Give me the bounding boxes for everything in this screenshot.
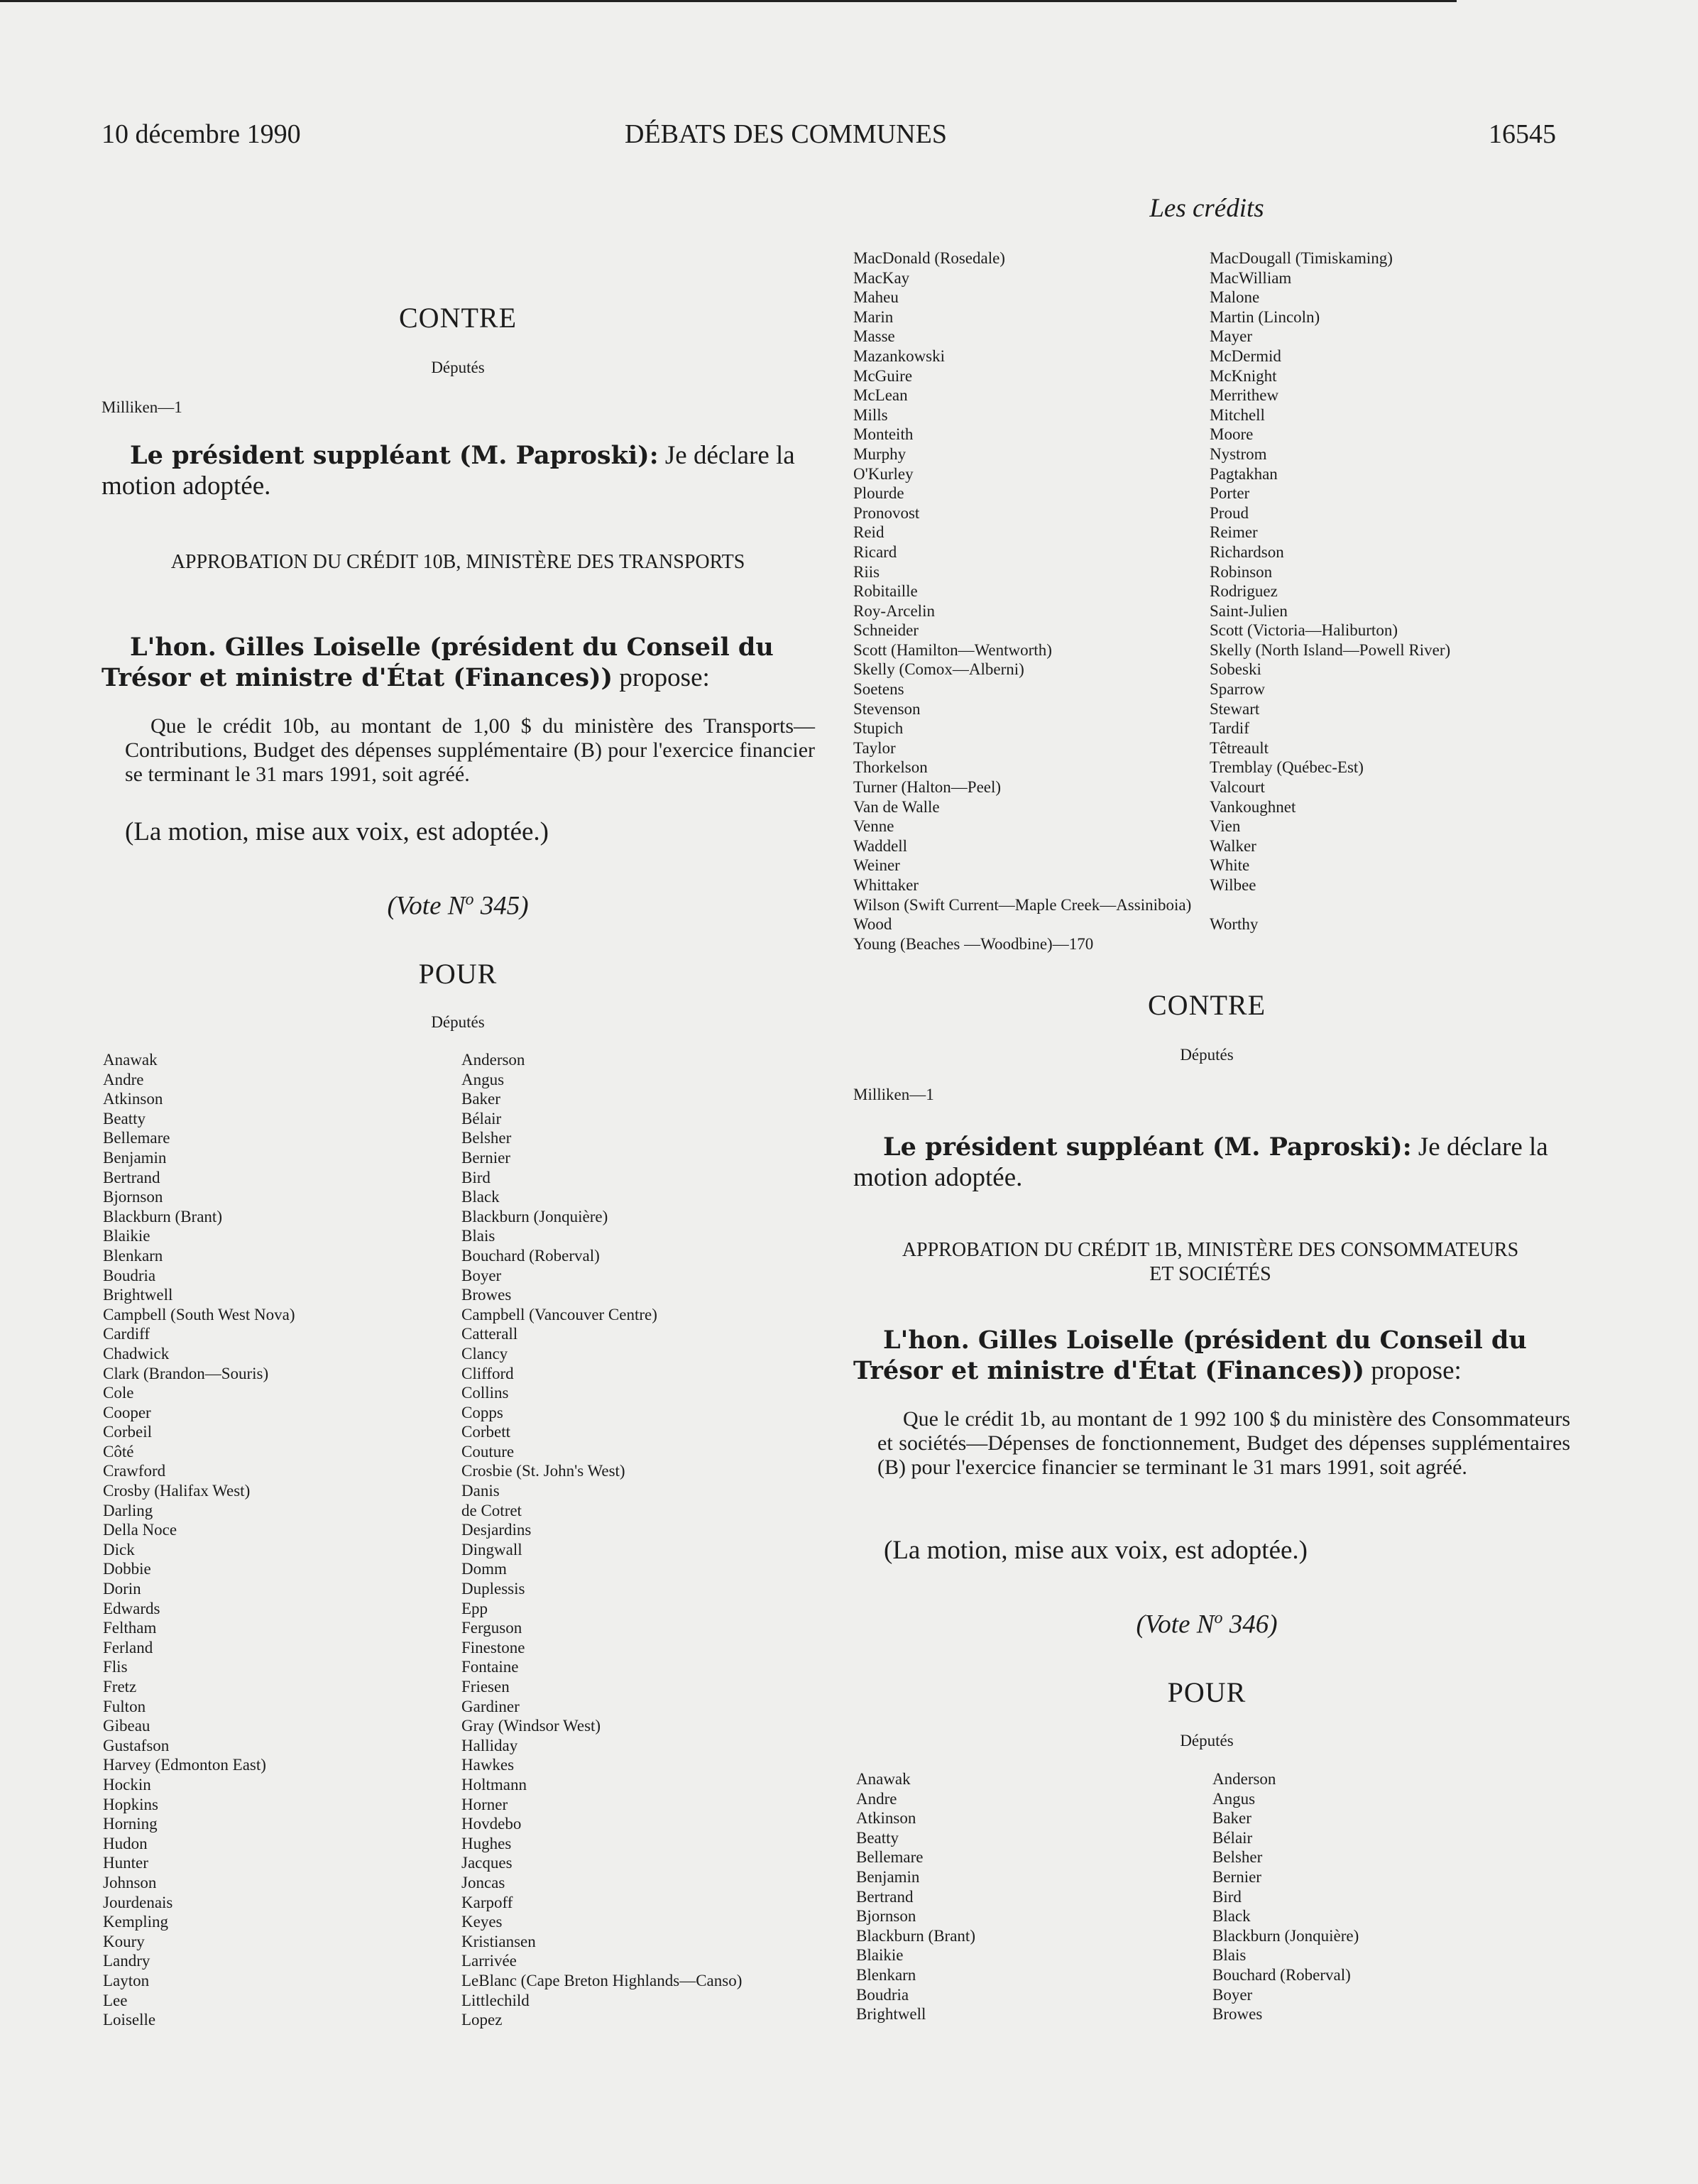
member-name: Bellemare (856, 1848, 924, 1867)
member-name: Blais (1212, 1946, 1247, 1965)
member-name: Horner (461, 1795, 508, 1813)
member-name: Jacques (461, 1854, 513, 1872)
member-name: Blackburn (Jonquière) (1212, 1926, 1359, 1945)
member-name: Schneider (853, 621, 919, 640)
member-name: Layton (103, 1971, 150, 1989)
member-name: Atkinson (856, 1809, 916, 1828)
member-name: Pagtakhan (1210, 464, 1278, 483)
member-name: White (1210, 856, 1250, 875)
member-name: Gray (Windsor West) (461, 1717, 601, 1735)
member-name: Blackburn (Brant) (856, 1926, 975, 1945)
motion-2-quote: Que le crédit 1b, au montant de 1 992 100 $ du ministère des Consommateurs et sociétés—Dépenses de fonctionnement, Budget des dépenses supplémentaires (B) pour l'exercice financier se terminant le 31 mars 1991, soit agréé. (877, 1407, 1570, 1479)
member-name: Soetens (853, 680, 904, 699)
member-name: Mayer (1210, 327, 1253, 346)
member-name: Anawak (856, 1770, 911, 1788)
member-name: Chadwick (103, 1344, 170, 1363)
contre-heading-1: CONTRE (399, 302, 517, 334)
member-name: Blackburn (Brant) (103, 1207, 222, 1225)
member-name: Crosbie (St. John's West) (461, 1462, 625, 1480)
member-name: Baker (1212, 1809, 1251, 1828)
member-name: Scott (Hamilton—Wentworth) (853, 640, 1052, 659)
member-name: Boudria (103, 1266, 156, 1284)
member-name: Landry (103, 1952, 150, 1970)
member-name: Turner (Halton—Peel) (853, 778, 1002, 797)
member-name: Worthy (1210, 915, 1259, 934)
member-name: Hockin (103, 1775, 151, 1793)
member-name: Moore (1210, 425, 1254, 444)
member-name: Cooper (103, 1403, 151, 1421)
member-name: Hopkins (103, 1795, 158, 1813)
pour-1-members-col2 (461, 1050, 742, 2030)
member-name: Benjamin (856, 1867, 920, 1886)
member-name: Roy-Arcelin (853, 601, 935, 620)
member-name: Boyer (461, 1266, 502, 1284)
member-name: Mitchell (1210, 405, 1265, 424)
member-name: McLean (853, 386, 908, 405)
member-name: Mills (853, 405, 888, 424)
pour-2-members-col1 (856, 1769, 975, 2024)
member-name: Côté (103, 1442, 134, 1460)
member-name: Keyes (461, 1913, 503, 1931)
deputes-label-1: Députés (431, 359, 485, 376)
member-name: Corbett (461, 1423, 510, 1441)
deputes-label-3: Députés (1180, 1046, 1234, 1064)
member-name: Waddell (853, 836, 908, 855)
member-name: Wilson (Swift Current—Maple Creek—Assiniboia) (853, 895, 1192, 914)
member-name: Murphy (853, 444, 906, 463)
member-name: MacWilliam (1210, 268, 1292, 287)
pour-heading-2: POUR (1167, 1676, 1247, 1708)
member-name: Marin (853, 307, 894, 326)
member-name: Wood (853, 915, 892, 934)
member-name: Bernier (1212, 1867, 1261, 1886)
member-name: Domm (461, 1560, 507, 1578)
member-name: Finestone (461, 1638, 525, 1656)
member-name: Dick (103, 1540, 135, 1558)
member-name: Mazankowski (853, 346, 946, 365)
member-name: Clancy (461, 1344, 508, 1363)
motion-1-speaker: L'hon. Gilles Loiselle (président du Conseil du Trésor et ministre d'État (Finances)) (102, 633, 774, 692)
member-name: Hovdebo (461, 1815, 522, 1833)
member-name: Baker (461, 1090, 500, 1108)
member-name: Copps (461, 1403, 503, 1421)
member-name: Valcourt (1210, 778, 1265, 797)
speech-2-text: Je déclare la motion adoptée. (853, 1132, 1548, 1192)
member-name: Browes (461, 1286, 512, 1304)
header-title: DÉBATS DES COMMUNES (625, 119, 947, 149)
member-name: Johnson (103, 1873, 157, 1891)
member-name: Ferland (103, 1638, 153, 1656)
member-name: Tardif (1210, 719, 1249, 738)
member-name: Vien (1210, 817, 1241, 836)
vote-number-2: (Vote $N^o$ 346) (1136, 1609, 1278, 1639)
vote-number-1: (Vote $N^o$ 345) (387, 890, 529, 921)
member-name: Reid (853, 523, 884, 542)
member-name: Edwards (103, 1599, 160, 1617)
member-name: Vankoughnet (1210, 797, 1296, 816)
contre-member-1: Milliken—1 (102, 398, 182, 416)
member-name: Ricard (853, 542, 897, 561)
member-name: O'Kurley (853, 464, 914, 483)
running-head: Les crédits (1149, 194, 1264, 223)
member-name: LeBlanc (Cape Breton Highlands—Canso) (461, 1971, 743, 1989)
member-name: Belsher (461, 1129, 512, 1147)
section-heading-2: APPROBATION DU CRÉDIT 1B, MINISTÈRE DES CONSOMMATEURS ET SOCIÉTÉS (902, 1239, 1519, 1285)
member-name: Clark (Brandon—Souris) (103, 1364, 269, 1382)
member-name: Flis (103, 1658, 128, 1676)
member-name: Tremblay (Québec-Est) (1210, 758, 1364, 777)
member-name: Corbeil (103, 1423, 152, 1441)
member-name: Merrithew (1210, 386, 1279, 405)
member-name: de Cotret (461, 1501, 522, 1519)
member-name: Walker (1210, 836, 1256, 855)
member-name: Porter (1210, 484, 1250, 503)
member-name: Hunter (103, 1854, 148, 1872)
member-name: Young (Beaches —Woodbine)—170 (853, 934, 1094, 953)
member-name: Andre (103, 1070, 144, 1088)
member-name: Ferguson (461, 1619, 522, 1637)
speech-2-speaker: Le président suppléant (M. Paproski): (883, 1132, 1412, 1162)
member-name: Thorkelson (853, 758, 928, 777)
member-name: Feltham (103, 1619, 157, 1637)
continued-members-col2 (1210, 249, 1450, 954)
member-name: Belsher (1212, 1848, 1263, 1867)
member-name: Dobbie (103, 1560, 151, 1578)
member-name: Cole (103, 1384, 134, 1402)
member-name: Bélair (461, 1109, 502, 1128)
member-name: Saint-Julien (1210, 601, 1288, 620)
deputes-label-4: Députés (1180, 1732, 1234, 1749)
member-name: Bjornson (856, 1907, 916, 1926)
member-name: Bertrand (856, 1887, 914, 1906)
member-name: Anderson (1212, 1770, 1276, 1788)
member-name: Hawkes (461, 1756, 515, 1774)
member-name: Blackburn (Jonquière) (461, 1207, 608, 1225)
member-name: Desjardins (461, 1521, 532, 1539)
member-name: Loiselle (103, 2011, 156, 2029)
member-name: Brightwell (103, 1286, 173, 1304)
motion-1 (102, 632, 815, 693)
member-name: Anderson (461, 1051, 525, 1069)
member-name: Venne (853, 817, 894, 836)
member-name: Clifford (461, 1364, 514, 1382)
motion-1-text: propose: (613, 663, 710, 692)
member-name: Joncas (461, 1873, 505, 1891)
member-name: Riis (853, 562, 880, 581)
member-name: Stupich (853, 719, 904, 738)
member-name: Reimer (1210, 523, 1258, 542)
member-name: Catterall (461, 1325, 518, 1343)
member-name: Blais (461, 1227, 495, 1245)
member-name: Martin (Lincoln) (1210, 307, 1320, 326)
member-name: Stevenson (853, 699, 921, 718)
member-name: Brightwell (856, 2005, 926, 2024)
member-name: Andre (856, 1789, 897, 1808)
member-name: Koury (103, 1932, 145, 1950)
member-name: Nystrom (1210, 444, 1267, 463)
member-name: Lopez (461, 2011, 503, 2029)
member-name: Angus (1212, 1789, 1256, 1808)
member-name: Epp (461, 1599, 488, 1617)
pour-1-members-col1 (103, 1050, 295, 2030)
member-name: Robitaille (853, 582, 918, 601)
header-page-number: 16545 (1489, 119, 1556, 149)
member-name: Hudon (103, 1834, 148, 1852)
member-name: Harvey (Edmonton East) (103, 1756, 266, 1774)
member-name: Boudria (856, 1985, 909, 2004)
member-name: Blaikie (856, 1946, 904, 1965)
member-name: Duplessis (461, 1580, 525, 1598)
member-name: Fretz (103, 1678, 137, 1696)
member-name: Bellemare (103, 1129, 170, 1147)
member-name: Black (461, 1188, 500, 1206)
member-name: Gibeau (103, 1717, 150, 1735)
member-name: Wilbee (1210, 876, 1256, 894)
result-1: (La motion, mise aux voix, est adoptée.) (125, 817, 549, 846)
member-name: Horning (103, 1815, 158, 1833)
member-name: Hughes (461, 1834, 512, 1852)
member-name: Danis (461, 1482, 500, 1500)
member-name: Skelly (North Island—Powell River) (1210, 640, 1451, 659)
member-name: Maheu (853, 288, 899, 307)
member-name: Plourde (853, 484, 904, 503)
member-name: Campbell (South West Nova) (103, 1305, 295, 1323)
member-name: Campbell (Vancouver Centre) (461, 1305, 657, 1323)
member-name: Bertrand (103, 1168, 160, 1186)
member-name: Crosby (Halifax West) (103, 1482, 251, 1500)
member-name: Halliday (461, 1736, 518, 1754)
member-name: Jourdenais (103, 1893, 173, 1911)
result-2: (La motion, mise aux voix, est adoptée.) (884, 1536, 1308, 1565)
member-name: Lee (103, 1991, 128, 2009)
motion-1-quote: Que le crédit 10b, au montant de 1,00 $ du ministère des Transports—Contributions, Budget des dépenses supplémentaire (B) pour l'exercice financier se terminant le 31 mars 1991, soit agréé. (125, 714, 815, 786)
member-name: Bird (1212, 1887, 1242, 1906)
member-name: Blenkarn (856, 1965, 916, 1984)
member-name: Proud (1210, 503, 1249, 522)
member-name: Van de Walle (853, 797, 940, 816)
continued-members-col1 (853, 249, 1191, 954)
member-name: Gardiner (461, 1697, 520, 1715)
member-name (1210, 934, 1450, 954)
member-name: Couture (461, 1442, 515, 1460)
member-name: Bjornson (103, 1188, 163, 1206)
member-name: MacDonald (Rosedale) (853, 249, 1005, 267)
member-name: Beatty (856, 1828, 899, 1847)
member-name: Robinson (1210, 562, 1273, 581)
member-name: Whittaker (853, 876, 919, 894)
member-name: Taylor (853, 738, 896, 757)
member-name: MacKay (853, 268, 910, 287)
member-name: Rodriguez (1210, 582, 1278, 601)
member-name: Gustafson (103, 1736, 170, 1754)
member-name: Bird (461, 1168, 491, 1186)
member-name: Malone (1210, 288, 1260, 307)
contre-heading-2: CONTRE (1148, 989, 1266, 1021)
member-name: Sobeski (1210, 660, 1261, 679)
pour-heading-1: POUR (418, 958, 498, 990)
motion-2-speaker: L'hon. Gilles Loiselle (président du Conseil du Trésor et ministre d'État (Finances)) (853, 1326, 1527, 1385)
speech-2 (853, 1132, 1570, 1193)
member-name: Weiner (853, 856, 900, 875)
member-name: Benjamin (103, 1148, 167, 1167)
member-name: Stewart (1210, 699, 1260, 718)
member-name: Skelly (Comox—Alberni) (853, 660, 1024, 679)
member-name: Boyer (1212, 1985, 1253, 2004)
member-name: Bernier (461, 1148, 510, 1167)
member-name: Della Noce (103, 1521, 177, 1539)
pour-2-members-col2 (1212, 1769, 1359, 2024)
member-name: Blaikie (103, 1227, 150, 1245)
member-name: Atkinson (103, 1090, 163, 1108)
member-name: Bélair (1212, 1828, 1253, 1847)
member-name: McKnight (1210, 366, 1277, 385)
member-name: Blenkarn (103, 1246, 163, 1265)
member-name: Friesen (461, 1678, 510, 1696)
contre-member-2: Milliken—1 (853, 1086, 934, 1103)
section-heading-1: APPROBATION DU CRÉDIT 10B, MINISTÈRE DES TRANSPORTS (170, 551, 745, 573)
member-name: Têtreault (1210, 738, 1269, 757)
member-name: Black (1212, 1907, 1251, 1926)
member-name: Cardiff (103, 1325, 150, 1343)
member-name (1210, 895, 1450, 915)
member-name: Browes (1212, 2005, 1263, 2024)
member-name: Bouchard (Roberval) (1212, 1965, 1351, 1984)
member-name: Anawak (103, 1051, 158, 1069)
member-name: MacDougall (Timiskaming) (1210, 249, 1393, 267)
member-name: Crawford (103, 1462, 166, 1480)
member-name: Masse (853, 327, 895, 346)
header-date: 10 décembre 1990 (102, 119, 301, 149)
member-name: Dingwall (461, 1540, 522, 1558)
member-name: Fulton (103, 1697, 146, 1715)
speech-1 (102, 440, 815, 501)
member-name: Monteith (853, 425, 914, 444)
member-name: Fontaine (461, 1658, 519, 1676)
member-name: Karpoff (461, 1893, 513, 1911)
member-name: Larrivée (461, 1952, 517, 1970)
member-name: McGuire (853, 366, 913, 385)
motion-2 (853, 1325, 1570, 1386)
member-name: Scott (Victoria—Haliburton) (1210, 621, 1398, 640)
member-name: Bouchard (Roberval) (461, 1246, 600, 1265)
member-name: Pronovost (853, 503, 920, 522)
member-name: Holtmann (461, 1775, 527, 1793)
motion-2-text: propose: (1364, 1356, 1462, 1385)
member-name: Darling (103, 1501, 153, 1519)
member-name: Sparrow (1210, 680, 1265, 699)
speech-1-speaker: Le président suppléant (M. Paproski): (130, 441, 659, 470)
speech-1-text: Je déclare la motion adoptée. (102, 441, 795, 501)
member-name: Kempling (103, 1913, 168, 1931)
member-name: Richardson (1210, 542, 1284, 561)
member-name: Dorin (103, 1580, 141, 1598)
member-name: Kristiansen (461, 1932, 536, 1950)
member-name: Angus (461, 1070, 505, 1088)
member-name: Collins (461, 1384, 509, 1402)
header-rule (0, 0, 1457, 2)
deputes-label-2: Députés (431, 1013, 485, 1031)
member-name: Littlechild (461, 1991, 530, 2009)
member-name: Beatty (103, 1109, 146, 1128)
member-name: McDermid (1210, 346, 1281, 365)
